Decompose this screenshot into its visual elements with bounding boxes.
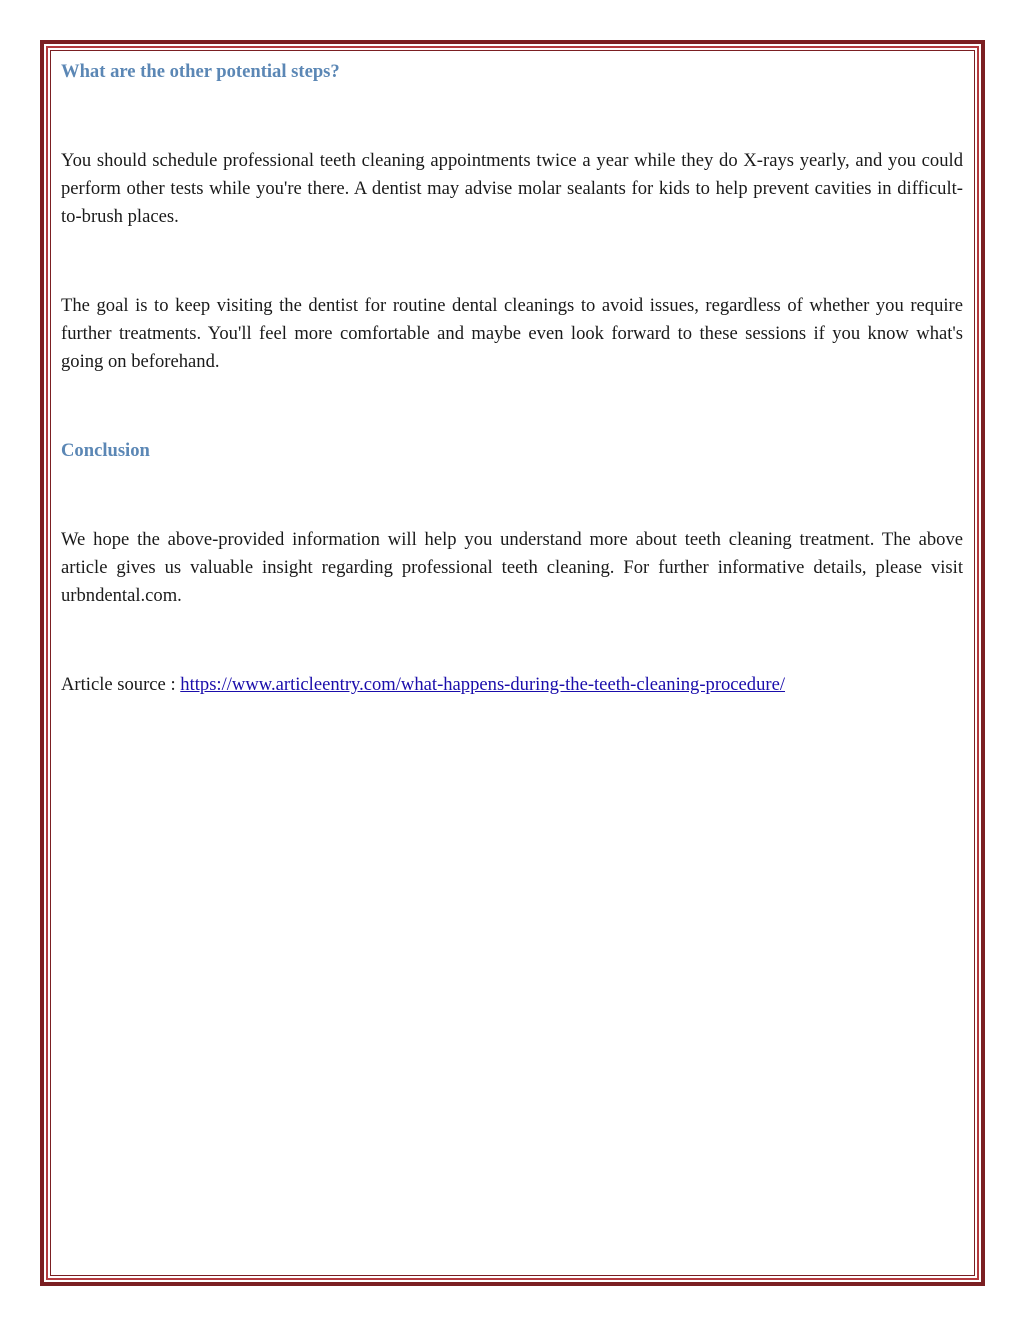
paragraph-schedule-cleaning: You should schedule professional teeth cleaning appointments twice a year while they do X-rays yearly, and you could perform other tests while you're there. A dentist may advise molar sealants for kids to help prevent cavities in difficult-to-brush places. (61, 150, 963, 227)
paragraph-conclusion: We hope the above-provided information will help you understand more about teeth cleaning treatment. The above article gives us valuable insight regarding professional teeth cleaning. For further informative details, please visit urbndental.com. (61, 529, 963, 606)
section-heading-other-steps: What are the other potential steps? (61, 61, 340, 82)
section-heading-conclusion: Conclusion (61, 440, 150, 461)
article-source-label: Article source : (61, 674, 181, 695)
document-content (61, 58, 963, 699)
paragraph-goal: The goal is to keep visiting the dentist for routine dental cleanings to avoid issues, regardless of whether you require further treatments. You'll feel more comfortable and maybe even look forward to these sessions if you know what's going on beforehand. (61, 295, 963, 372)
article-source-link[interactable]: https://www.articleentry.com/what-happens-during-the-teeth-cleaning-procedure/ (180, 674, 786, 695)
article-source-line (61, 671, 963, 699)
